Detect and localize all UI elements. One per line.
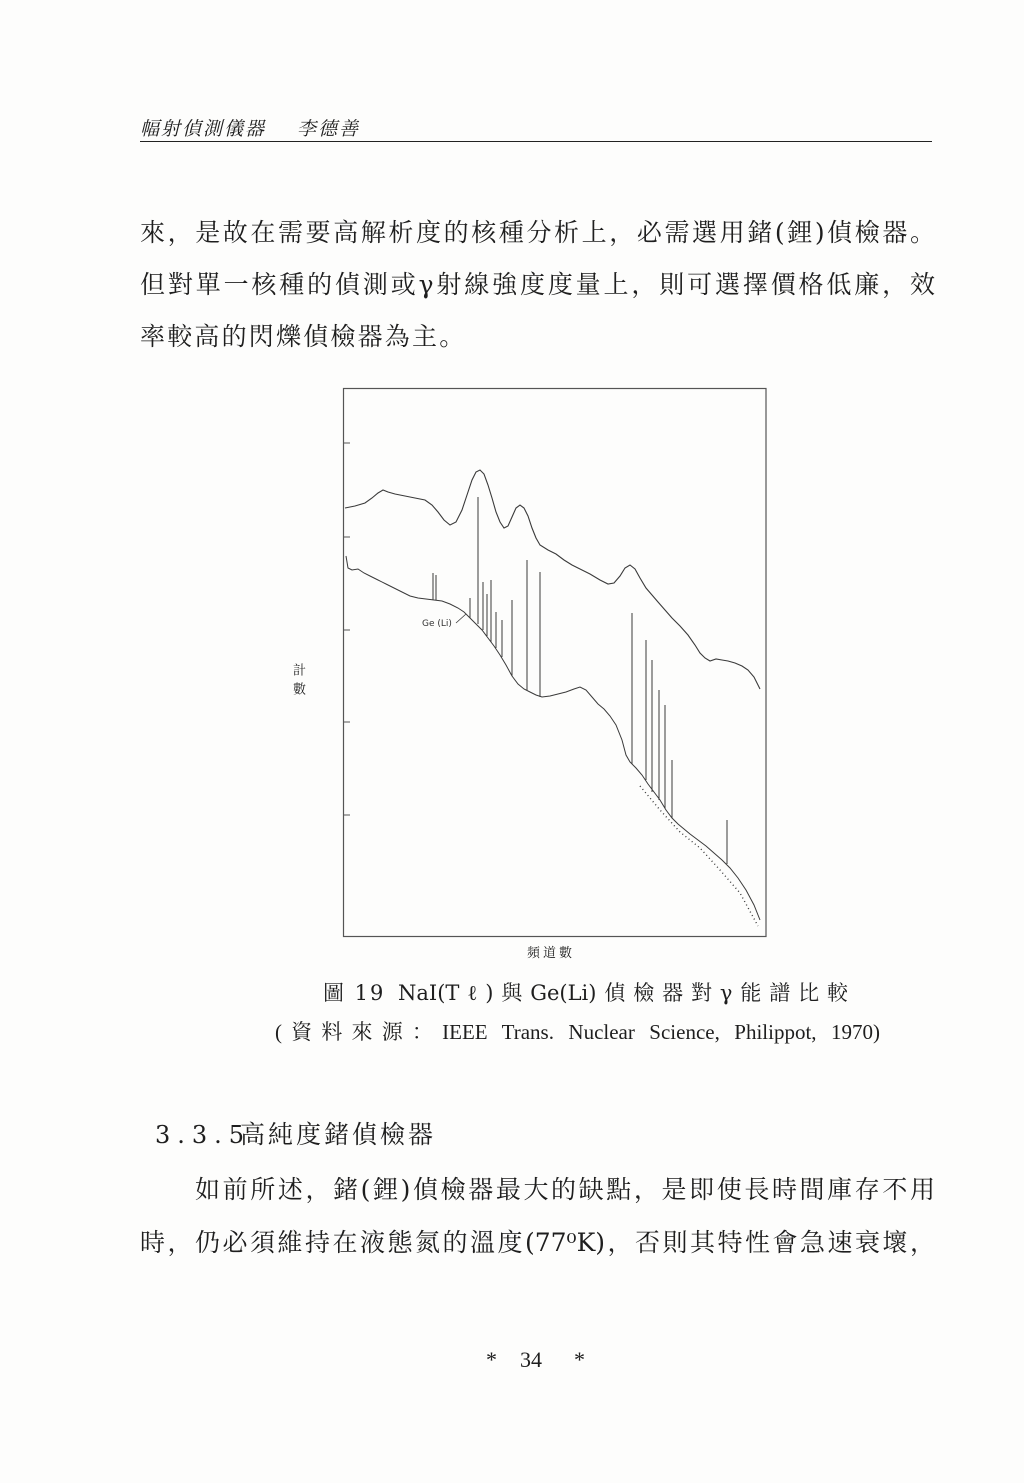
paragraph2-line-1: 如前所述，鍺(鋰)偵檢器最大的缺點，是即使長時間庫存不用 — [195, 1175, 935, 1204]
plot-frame — [344, 389, 767, 937]
page-marker-right: * — [574, 1347, 585, 1372]
geli-spectrum-curve — [346, 556, 760, 920]
spectrum-figure — [340, 384, 770, 942]
figure-caption-text: NaI(Tℓ)與Ge(Li)偵檢器對γ能譜比較 — [398, 981, 848, 1005]
running-header-author: 李德善 — [297, 118, 361, 140]
figure-caption-number: 圖 19 — [323, 981, 386, 1005]
section-number: 3.3.5 — [155, 1121, 252, 1149]
nai-spectrum-curve — [345, 470, 760, 689]
page-number: 34 — [520, 1347, 542, 1372]
series-label-leader — [456, 614, 466, 623]
y-axis-label: 計數 — [290, 663, 305, 701]
page-marker-left: * — [486, 1347, 497, 1372]
geli-peaks — [433, 497, 727, 864]
paragraph1-line-3: 率較高的閃爍偵檢器為主。 — [140, 322, 467, 351]
x-axis-label: 頻道數 — [527, 946, 576, 961]
geli-series-label: Ge (Li) — [422, 619, 452, 629]
paragraph1-line-2: 但對單一核種的偵測或γ射線強度度量上，則可選擇價格低廉，效 — [140, 270, 935, 299]
geli-scatter-points — [640, 786, 758, 926]
running-header-title: 幅射偵測儀器 — [140, 118, 267, 140]
paragraph1-line-1: 來，是故在需要高解析度的核種分析上，必需選用鍺(鋰)偵檢器。 — [140, 218, 935, 247]
paragraph2-line-2: 時，仍必須維持在液態氮的溫度(77⁰K)，否則其特性會急速衰壞， — [140, 1228, 935, 1257]
figure-source: (資料來源：IEEE Trans. Nuclear Science, Philippot, 1970) — [275, 1020, 880, 1044]
section-title: 高純度鍺偵檢器 — [240, 1120, 437, 1149]
header-rule — [140, 141, 932, 142]
